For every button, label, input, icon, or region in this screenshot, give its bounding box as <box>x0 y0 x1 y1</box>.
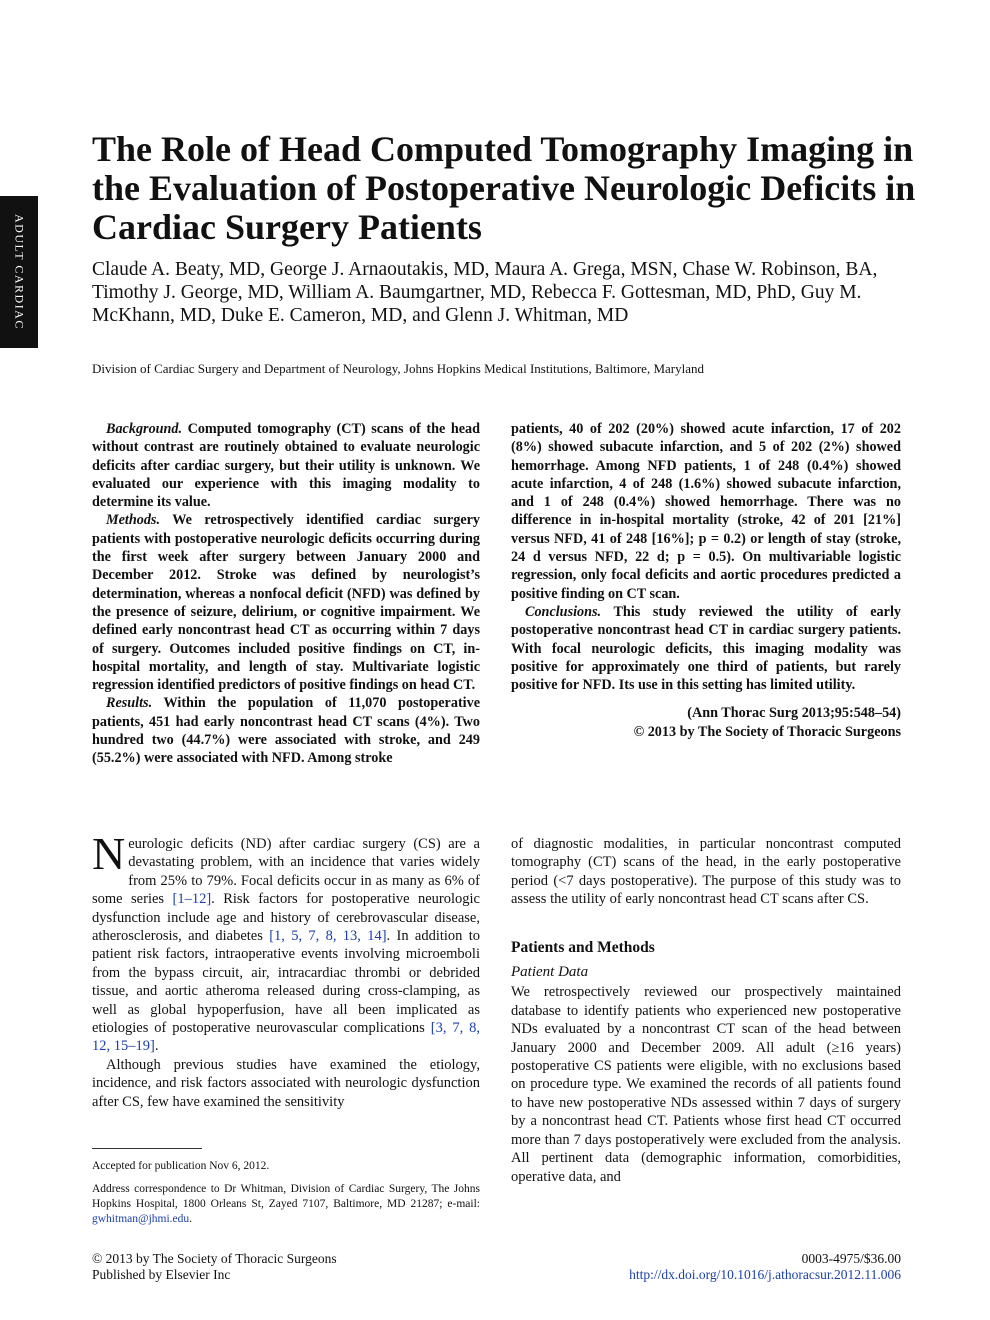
body-paragraph: Although previous studies have examined the etiology, incidence, and risk factors associated with neurologic dysfunction after CS, few have examined the sensitivity <box>92 1056 480 1110</box>
footer-issn: 0003-4975/$36.00 <box>801 1251 901 1266</box>
methods-label: Methods. <box>106 512 160 529</box>
reference-link[interactable]: [1, 5, 7, 8, 13, 14] <box>269 928 387 945</box>
abstract-methods: Methods. We retrospectively identified cardiac surgery patients with postoperative neurologic deficits occurring during the first week after surgery between January 2000 and December 2012. Stroke was defined by neurologist’s determination, whereas a nonfocal deficit (NFD) was defined by the presence of seizure, delirium, or cognitive impairment. We defined early noncontrast head CT as occurring within 7 days of surgery. Outcomes included positive findings on CT, in-hospital mortality, and length of stay. Multivariate logistic regression identified predictors of positive findings on head CT. <box>92 512 481 694</box>
conclusions-label: Conclusions. <box>525 603 602 620</box>
section-tab <box>0 196 38 348</box>
subsection-heading: Patient Data <box>511 964 589 981</box>
reference-link[interactable]: [3, 7, 8, 12, 15–19] <box>92 1020 480 1055</box>
results-label: Results. <box>106 695 153 712</box>
affiliation: Division of Cardiac Surgery and Department of Neurology, Johns Hopkins Medical Institutions, Baltimore, Maryland <box>92 361 704 376</box>
email-link[interactable]: gwhitman@jhmi.edu <box>92 1213 190 1225</box>
body-right-column <box>511 835 901 1186</box>
drop-cap: N <box>92 828 126 879</box>
footnotes <box>92 1159 480 1235</box>
footer-publisher: Published by Elsevier Inc <box>92 1267 231 1282</box>
abstract-results-continued: patients, 40 of 202 (20%) showed acute infarction, 17 of 202 (8%) showed subacute infarction, and 5 of 202 (2%) showed hemorrhage. Among NFD patients, 1 of 248 (0.4%) showed acute infarction, 4 of 248 (1.6%) showed subacute infarction, and 1 of 248 (0.4%) showed hemorrhage. There was no difference in in-hospital mortality (stroke, 42 of 201 [21%] versus NFD, 41 of 248 [16%]; p = 0.2) or length of stay (stroke, 24 d versus NFD, 22 d; p = 0.5). On multivariable logistic regression, only focal deficits and aortic procedures predicted a positive finding on CT scan. <box>511 421 901 602</box>
footer-right <box>629 1251 901 1283</box>
doi-link[interactable]: http://dx.doi.org/10.1016/j.athoracsur.2012.11.006 <box>629 1267 901 1282</box>
section-tab-label: ADULT CARDIAC <box>12 214 27 330</box>
background-label: Background. <box>106 421 183 437</box>
body-paragraph: We retrospectively reviewed our prospectively maintained database to identify patients who experienced new postoperative NDs evaluated by a noncontrast CT scan of the head between January 2000 and December 2009. All adult (≥16 years) postoperative CS patients were eligible, with no exclusions based on procedure type. We examined the records of all patients found to have new postoperative NDs assessed within 7 days of surgery by a noncontrast head CT. Patients whose first head CT occurred more than 7 days postoperatively were excluded from the analysis. All pertinent data (demographic information, comorbidities, operative data, and <box>511 984 901 1185</box>
intro-paragraph: Neurologic deficits (ND) after cardiac surgery (CS) are a devastating problem, with an incidence that varies widely from 25% to 79%. Focal deficits occur in as many as 6% of some series [1–12]. Risk factors for postoperative neurologic dysfunction include age and history of cerebrovascular disease, atherosclerosis, and diabetes [1, 5, 7, 8, 13, 14]. In addition to patient risk factors, intraoperative events involving microemboli from the bypass circuit, air, intracardiac thrombi or debrided tissue, and aortic atheroma released during cross-clamping, as well as global hypoperfusion, have all been implicated as etiologies of postoperative neurovascular complications [3, 7, 8, 12, 15–19]. <box>92 828 480 1055</box>
footnote-divider <box>92 1148 202 1149</box>
article-title: The Role of Head Computed Tomography Imaging in the Evaluation of Postoperative Neurologic Deficits in Cardiac Surgery Patients <box>92 129 916 247</box>
accepted-date: Accepted for publication Nov 6, 2012. <box>92 1160 270 1172</box>
section-heading: Patients and Methods <box>511 938 655 956</box>
footer-copyright: © 2013 by The Society of Thoracic Surgeons <box>92 1251 337 1266</box>
correspondence-address: Address correspondence to Dr Whitman, Division of Cardiac Surgery, The Johns Hopkins Hospital, 1800 Orleans St, Zayed 7107, Baltimore, MD 21287; e-mail: gwhitman@jhmi.edu. <box>92 1183 480 1225</box>
footer-left <box>92 1251 337 1283</box>
abstract-results: Results. Within the population of 11,070 postoperative patients, 451 had early noncontrast head CT scans (4%). Two hundred two (44.7%) were associated with stroke, and 249 (55.2%) were associated with NFD. Among stroke <box>92 695 480 767</box>
reference-link[interactable]: [1–12] <box>172 891 212 908</box>
journal-citation: (Ann Thorac Surg 2013;95:548–54) © 2013 by The Society of Thoracic Surgeons <box>633 705 901 740</box>
abstract-conclusions: Conclusions. This study reviewed the utility of early postoperative noncontrast head CT in cardiac surgery patients. With focal neurologic deficits, this imaging modality was positive for approximately one third of patients, but rarely positive for NFD. Its use in this setting has limited utility. <box>511 603 901 694</box>
abstract-left-column <box>92 420 480 768</box>
body-left-column <box>92 828 480 1111</box>
author-list: Claude A. Beaty, MD, George J. Arnaoutakis, MD, Maura A. Grega, MSN, Chase W. Robinson, BA, Timothy J. George, MD, William A. Baumgartner, MD, Rebecca F. Gottesman, MD, PhD, Guy M. McKhann, MD, Duke E. Cameron, MD, and Glenn J. Whitman, MD <box>92 259 878 326</box>
body-paragraph: of diagnostic modalities, in particular noncontrast computed tomography (CT) scans of the head, in the early postoperative period (<7 days postoperative). The purpose of this study was to assess the utility of early noncontrast head CT scans after CS. <box>511 836 901 908</box>
abstract-background: Background. Computed tomography (CT) scans of the head without contrast are routinely obtained to evaluate neurologic deficits after cardiac surgery, but their utility is unknown. We evaluated our experience with this imaging modality to determine its value. <box>92 421 480 511</box>
abstract-right-column <box>511 420 901 741</box>
